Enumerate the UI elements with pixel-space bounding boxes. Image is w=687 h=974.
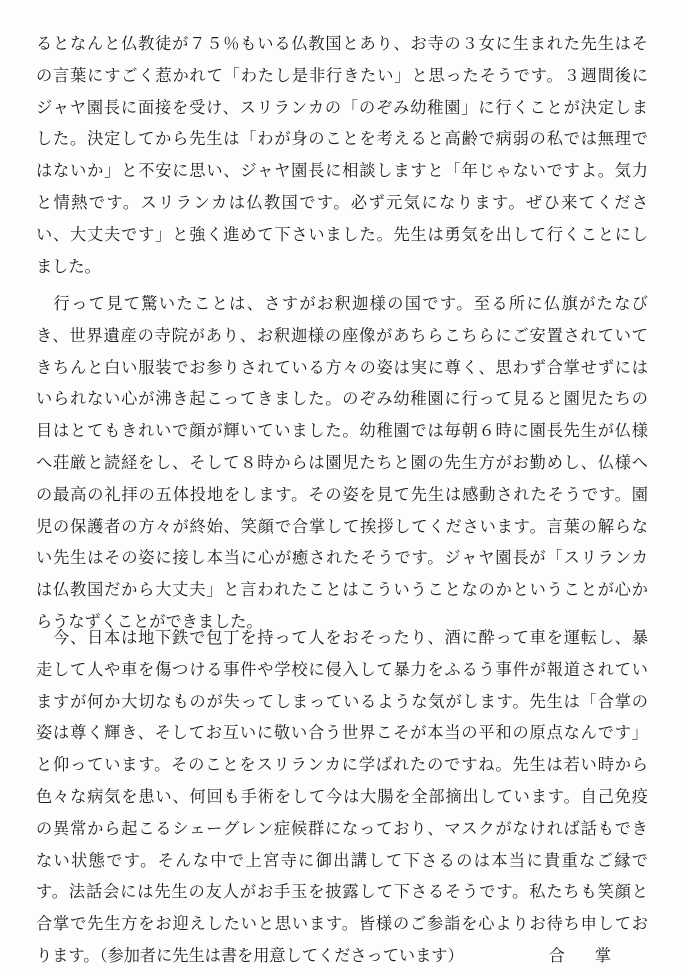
paragraph-line: 今、日本は地下鉄で包丁を持って人をおそったり、酒に酔って車を運転し、暴 — [36, 628, 648, 647]
paragraph-line: るとなんと仏教徒が７５％もいる仏教国とあり、お寺の３女に生まれた先生はそ — [36, 34, 648, 53]
paragraph-line: ジャヤ園長に面接を受け、スリランカの「のぞみ幼稚園」に行くことが決定しま — [36, 97, 648, 117]
closing-line: ります。（参加者に先生は書を用意してくださっています） — [36, 945, 464, 965]
paragraph-line: はないか」と不安に思い、ジャヤ園長に相談しますと「年じゃないですよ。気力 — [36, 161, 648, 181]
paragraph-line: 目はとてもきれいで顔が輝いていました。幼稚園では毎朝６時に園長先生が仏様 — [36, 421, 648, 441]
paragraph-2 — [36, 288, 648, 638]
paragraph-line: ますが何か大切なものが失ってしまっているような気がします。先生は「合掌の — [36, 691, 648, 711]
paragraph-line: い、大丈夫です」と強く進めて下さいました。先生は勇気を出して行くことにし — [36, 224, 648, 244]
paragraph-line: 行って見て驚いたことは、さすがお釈迦様の国です。至る所に仏旗がたなび — [36, 294, 648, 313]
paragraph-line: 色々な病気を患い、何回も手術をして今は大腸を全部摘出しています。自己免疫 — [36, 786, 648, 806]
paragraph-line: い先生はその姿に接し本当に心が癒されたそうです。ジャヤ園長が「スリランカ — [36, 548, 648, 568]
paragraph-line: の最高の礼拝の五体投地をします。その姿を見て先生は感動されたそうです。園 — [36, 484, 648, 504]
paragraph-line: きちんと白い服装でお参りされている方々の姿は実に尊く、思わず合掌せずには — [36, 357, 648, 377]
paragraph-line: へ荘厳と読経をし、そして８時からは園児たちと園の先生方がお勤めし、仏様へ — [36, 452, 648, 472]
paragraph-line: す。法話会には先生の友人がお手玉を披露して下さるそうです。私たちも笑顔と — [36, 882, 648, 902]
paragraph-line: ました。 — [36, 256, 101, 276]
paragraph-line: いられない心が沸き起こってきました。のぞみ幼稚園に行って見ると園児たちの — [36, 389, 648, 409]
paragraph-1 — [36, 28, 648, 282]
closing-row — [36, 940, 648, 972]
paragraph-3 — [36, 622, 648, 972]
paragraph-line: き、世界遺産の寺院があり、お釈迦様の座像があちらこちらにご安置されていて — [36, 325, 648, 345]
paragraph-line: 姿は尊く輝き、そしてお互いに敬い合う世界こそが本当の平和の原点なんです」 — [36, 723, 648, 743]
paragraph-line: した。決定してから先生は「わが身のことを考えると高齢で病弱の私では無理で — [36, 129, 648, 149]
paragraph-line: の言葉にすごく惹かれて「わたし是非行きたい」と思ったそうです。３週間後に — [36, 65, 648, 85]
paragraph-line: と仰っています。そのことをスリランカに学ばれたのですね。先生は若い時から — [36, 755, 648, 775]
paragraph-line: は仏教国だから大丈夫」と言われたことはこういうことなのかということが心か — [36, 580, 648, 600]
paragraph-line: らうなずくことができました。 — [36, 611, 263, 631]
paragraph-line: ない状態です。そんな中で上宮寺に御出講して下さるのは本当に貴重なご縁で — [36, 850, 648, 870]
paragraph-line: 合掌で先生方をお迎えしたいと思います。皆様のご参詣を心よりお待ち申してお — [36, 914, 648, 934]
paragraph-line: 児の保護者の方々が終始、笑顔で合掌して挨拶してくださいます。言葉の解らな — [36, 516, 648, 536]
closing-gassho: 合掌 — [548, 945, 642, 965]
paragraph-line: の異常から起こるシェーグレン症候群になっており、マスクがなければ話もでき — [36, 818, 648, 838]
paragraph-line: 走して人や車を傷つける事件や学校に侵入して暴力をふるう事件が報道されてい — [36, 659, 648, 679]
paragraph-line: と情熱です。スリランカは仏教国です。必ず元気になります。ぜひ来てくださ — [36, 192, 648, 212]
